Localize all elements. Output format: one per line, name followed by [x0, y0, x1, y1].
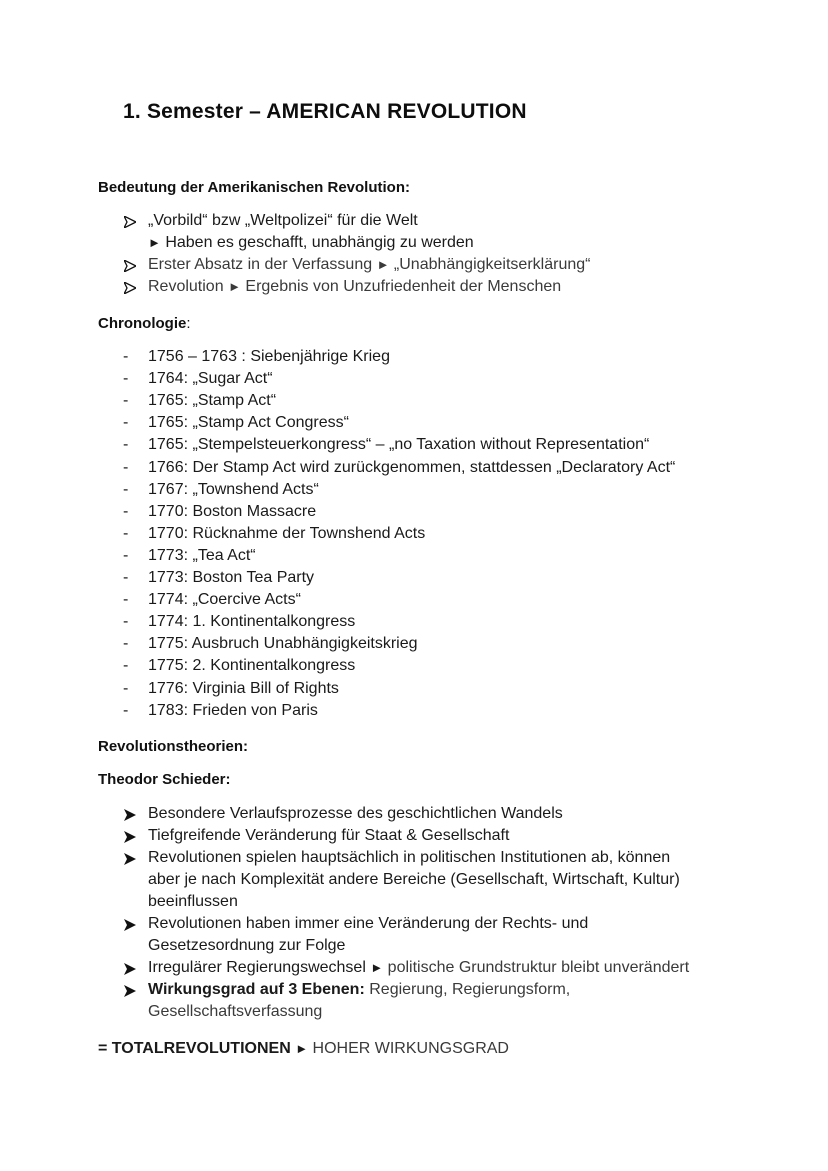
bedeutung-item-1-sub-text: Haben es geschafft, unabhängig zu werden [165, 234, 474, 251]
theory-item-2: Tiefgreifende Veränderung für Staat & Gesellschaft [148, 827, 510, 844]
list-dash: - [123, 635, 129, 652]
list-dash: - [123, 569, 129, 586]
list-dash: - [123, 392, 129, 409]
bedeutung-item-2-text-b: „Unabhängigkeitserklärung“ [393, 256, 591, 273]
list-dash: - [123, 370, 129, 387]
arrow-bullet-icon [124, 831, 136, 843]
chronology-item: 1765: „Stempelsteuerkongress“ – „no Taxation without Representation“ [148, 436, 650, 453]
list-dash: - [123, 414, 129, 431]
conclusion-rest: HOHER WIRKUNGSGRAD [312, 1040, 509, 1057]
theory-item-3-line-3: beeinflussen [148, 893, 238, 910]
chronology-item: 1770: Rücknahme der Townshend Acts [148, 525, 426, 542]
chronology-item: 1765: „Stamp Act“ [148, 392, 277, 409]
chronology-item: 1774: „Coercive Acts“ [148, 591, 301, 608]
conclusion-line [98, 1040, 509, 1058]
list-dash: - [123, 459, 129, 476]
chronology-item: 1776: Virginia Bill of Rights [148, 680, 339, 697]
chronology-item: 1765: „Stamp Act Congress“ [148, 414, 349, 431]
bedeutung-item-1: „Vorbild“ bzw „Weltpolizei“ für die Welt [148, 212, 418, 229]
section-heading-bedeutung: Bedeutung der Amerikanischen Revolution: [98, 179, 410, 196]
arrow-bullet-icon [124, 216, 136, 228]
theory-item-5-text-b: politische Grundstruktur bleibt unverändert [387, 959, 690, 976]
chronology-item: 1783: Frieden von Paris [148, 702, 318, 719]
list-dash: - [123, 525, 129, 542]
list-dash: - [123, 702, 129, 719]
theory-item-3-line-1: Revolutionen spielen hauptsächlich in politischen Institutionen ab, können [148, 849, 671, 866]
arrow-bullet-icon [124, 985, 136, 997]
chronology-item: 1756 – 1763 : Siebenjährige Krieg [148, 348, 390, 365]
bedeutung-item-3-text-b: Ergebnis von Unzufriedenheit der Menschen [245, 278, 562, 295]
triangle-pointer-icon: ► [148, 235, 161, 250]
theory-item-5-text-a: Irregulärer Regierungswechsel [148, 959, 366, 976]
theory-item-4-line-1: Revolutionen haben immer eine Veränderung der Rechts- und [148, 915, 589, 932]
theory-item-3-line-2: aber je nach Komplexität andere Bereiche (Gesellschaft, Wirtschaft, Kultur) [148, 871, 680, 888]
chronology-item: 1775: Ausbruch Unabhängigkeitskrieg [148, 635, 418, 652]
chronologie-heading-colon: : [186, 315, 191, 332]
arrow-bullet-icon [124, 919, 136, 931]
list-dash: - [123, 547, 129, 564]
chronologie-heading-text: Chronologie [98, 315, 187, 332]
triangle-pointer-icon: ► [376, 257, 390, 272]
subheading-theodor-schieder: Theodor Schieder: [98, 771, 231, 788]
triangle-pointer-icon: ► [228, 279, 241, 294]
arrow-bullet-icon [124, 809, 136, 821]
bedeutung-item-3-text-a: Revolution [148, 278, 224, 295]
chronology-item: 1773: „Tea Act“ [148, 547, 256, 564]
list-dash: - [123, 680, 129, 697]
arrow-bullet-icon [124, 853, 136, 865]
theory-item-6 [148, 981, 570, 999]
chronology-item: 1767: „Townshend Acts“ [148, 481, 319, 498]
section-heading-revolutionstheorien: Revolutionstheorien: [98, 738, 249, 755]
conclusion-bold: = TOTALREVOLUTIONEN [98, 1040, 291, 1057]
theory-item-6-line-2: Gesellschaftsverfassung [148, 1003, 323, 1020]
chronology-item: 1774: 1. Kontinentalkongress [148, 613, 356, 630]
list-dash: - [123, 436, 129, 453]
list-dash: - [123, 657, 129, 674]
list-dash: - [123, 613, 129, 630]
bedeutung-item-2 [148, 256, 590, 274]
chronology-item: 1770: Boston Massacre [148, 503, 317, 520]
bedeutung-item-3 [148, 278, 561, 296]
chronology-item: 1775: 2. Kontinentalkongress [148, 657, 356, 674]
list-dash: - [123, 503, 129, 520]
section-heading-chronologie [98, 315, 191, 332]
list-dash: - [123, 348, 129, 365]
theory-item-1: Besondere Verlaufsprozesse des geschichtlichen Wandels [148, 805, 563, 822]
theory-item-5 [148, 959, 689, 977]
triangle-pointer-icon: ► [370, 960, 384, 975]
bedeutung-item-1-sub [148, 234, 474, 252]
theory-item-6-bold: Wirkungsgrad auf 3 Ebenen: [148, 981, 365, 998]
chronology-item: 1766: Der Stamp Act wird zurückgenommen, stattdessen „Declaratory Act“ [148, 459, 676, 476]
arrow-bullet-icon [124, 282, 136, 294]
chronology-item: 1773: Boston Tea Party [148, 569, 315, 586]
theory-item-6-rest: Regierung, Regierungsform, [369, 981, 571, 998]
triangle-pointer-icon: ► [295, 1041, 309, 1056]
theory-item-4-line-2: Gesetzesordnung zur Folge [148, 937, 346, 954]
list-dash: - [123, 481, 129, 498]
page-title: 1. Semester – AMERICAN REVOLUTION [123, 100, 527, 123]
arrow-bullet-icon [124, 260, 136, 272]
list-dash: - [123, 591, 129, 608]
arrow-bullet-icon [124, 963, 136, 975]
bedeutung-item-2-text-a: Erster Absatz in der Verfassung [148, 256, 373, 273]
chronology-item: 1764: „Sugar Act“ [148, 370, 273, 387]
